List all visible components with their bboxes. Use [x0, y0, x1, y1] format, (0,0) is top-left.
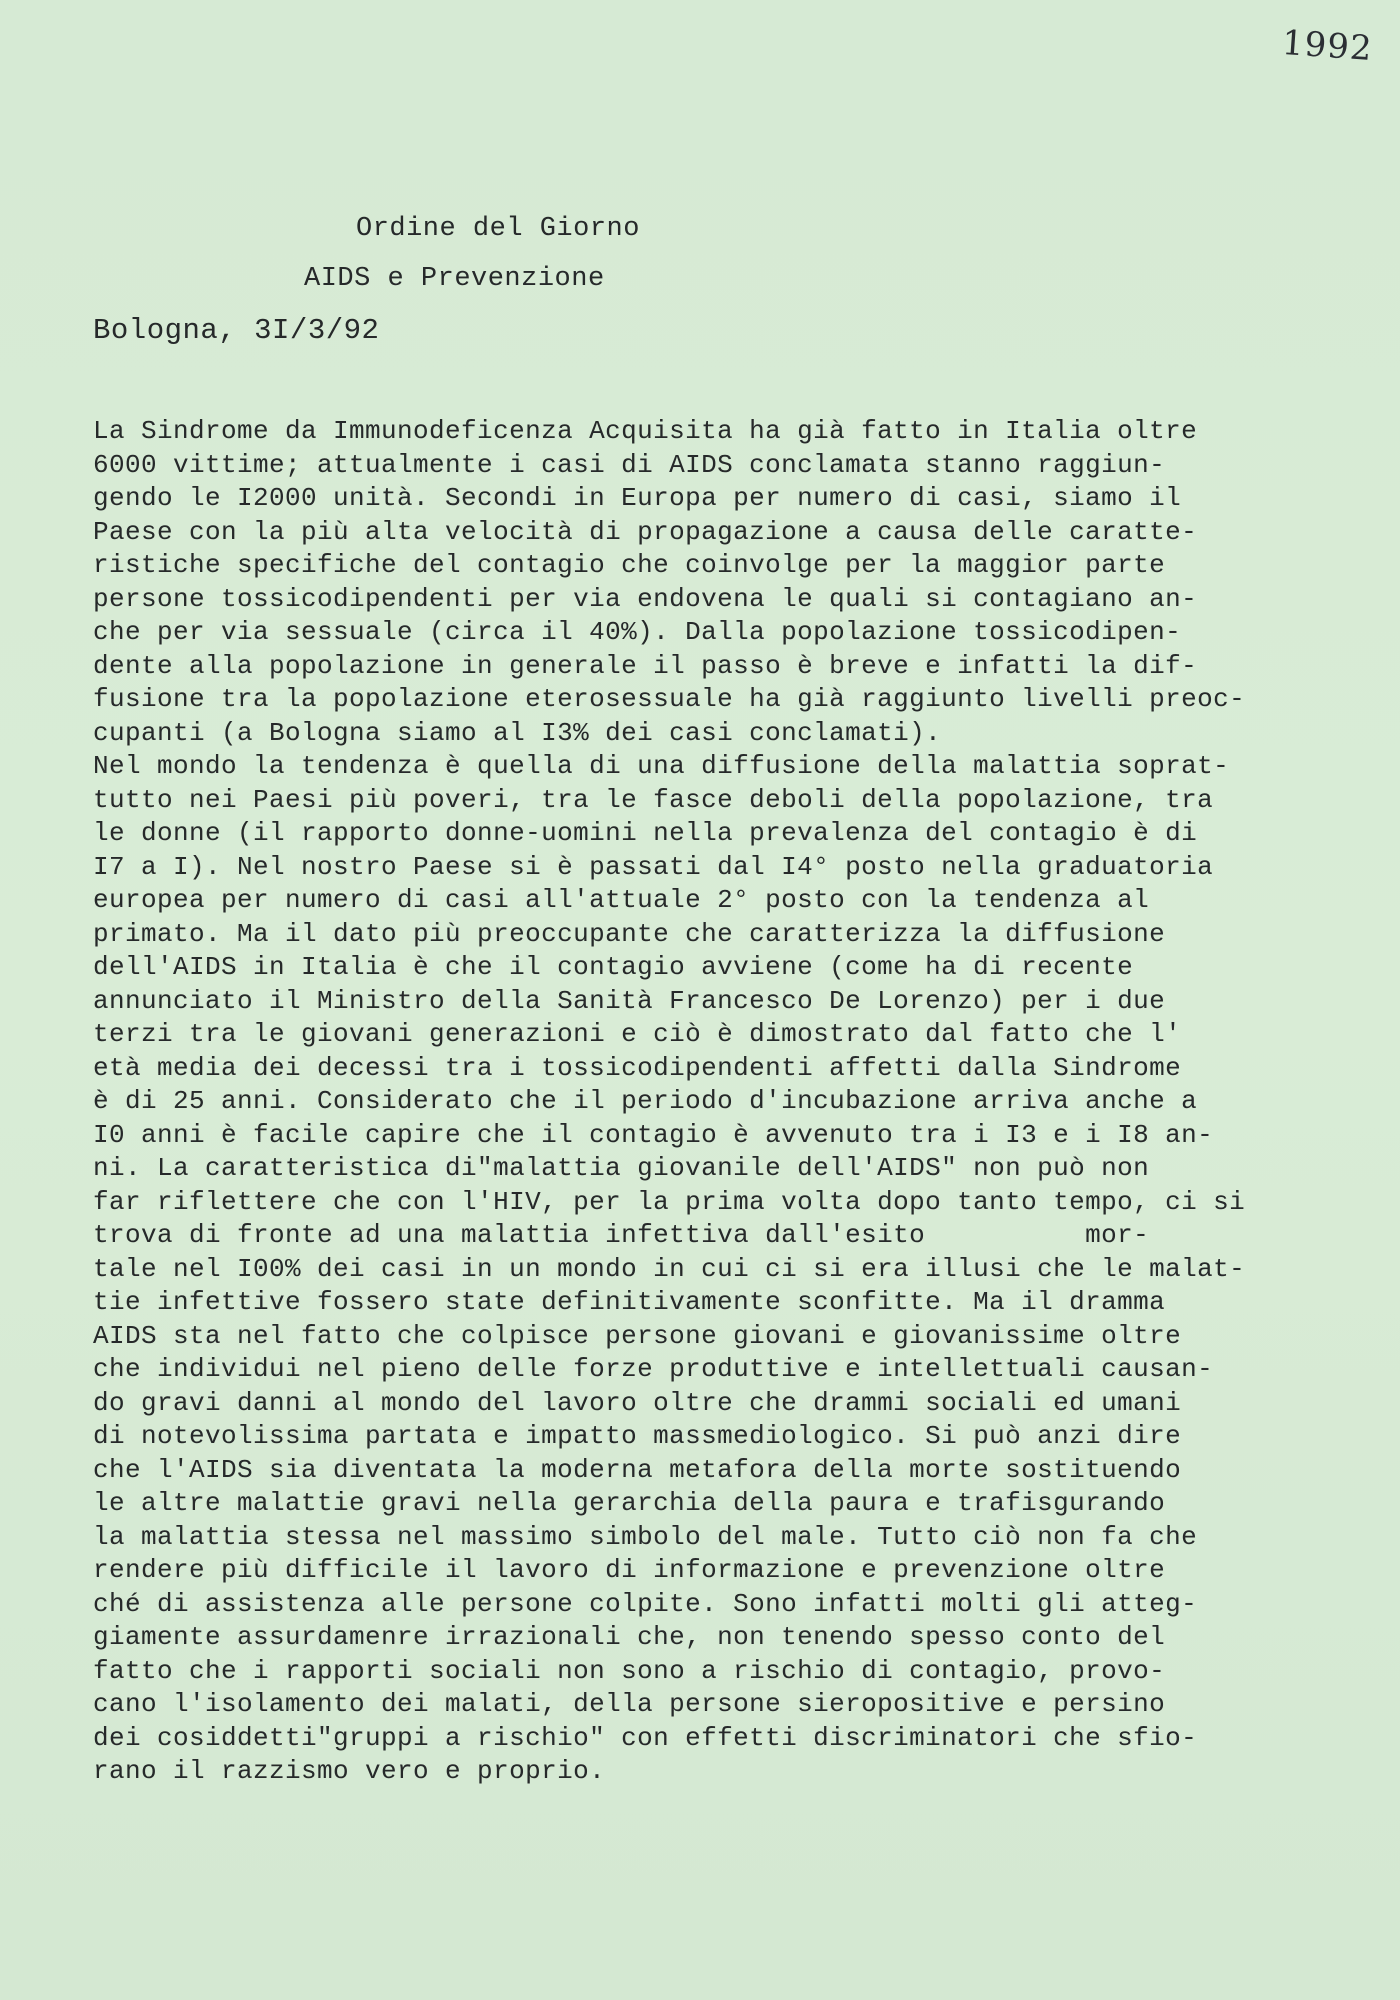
body-text-line: fusione tra la popolazione eterosessuale ha già raggiunto livelli preoc- [93, 684, 1246, 714]
body-text-line: do gravi danni al mondo del lavoro oltre che drammi sociali ed umani [93, 1387, 1182, 1418]
place-and-date: Bologna, 3I/3/92 [93, 314, 380, 347]
body-text-line: che per via sessuale (circa il 40%). Dalla popolazione tossicodipen- [93, 617, 1182, 647]
body-text-line: le altre malattie gravi nella gerarchia della paura e trafisgurando [93, 1488, 1166, 1518]
body-text-line: europea per numero di casi all'attuale 2° posto con la tendenza al [93, 885, 1150, 915]
handwritten-year-annotation: 1992 [1280, 22, 1374, 70]
body-text-line: che individui nel pieno delle forze produttive e intellettuali causan- [93, 1354, 1214, 1384]
document-subtitle: AIDS e Prevenzione [304, 264, 605, 294]
body-text-line: dell'AIDS in Italia è che il contagio avviene (come ha di recente [93, 952, 1134, 982]
body-text-line: di notevolissima partata e impatto massmediologico. Si può anzi dire [93, 1421, 1182, 1451]
body-text-line: la malattia stessa nel massimo simbolo del male. Tutto ciò non fa che [93, 1521, 1198, 1552]
body-text-line: annunciato il Ministro della Sanità Francesco De Lorenzo) per i due [93, 985, 1166, 1016]
body-text-line: cupanti (a Bologna siamo al I3% dei casi conclamati). [93, 717, 942, 748]
body-text-line: primato. Ma il dato più preoccupante che caratterizza la diffusione [93, 918, 1166, 949]
body-text-line: è di 25 anni. Considerato che il periodo d'incubazione arriva anche a [93, 1086, 1198, 1116]
body-text-line: tutto nei Paesi più poveri, tra le fasce deboli della popolazione, tra [93, 784, 1214, 815]
body-text-line: età media dei decessi tra i tossicodipendenti affetti dalla Sindrome [93, 1052, 1182, 1083]
body-text-line: le donne (il rapporto donne-uomini nella prevalenza del contagio è di [93, 818, 1198, 848]
body-text-line: dei cosiddetti"gruppi a rischio" con effetti discriminatori che sfio- [93, 1722, 1198, 1753]
body-text-line: fatto che i rapporti sociali non sono a rischio di contagio, provo- [93, 1655, 1166, 1686]
body-text-line: far riflettere che con l'HIV, per la prima volta dopo tanto tempo, ci si [93, 1186, 1246, 1217]
body-text-line: persone tossicodipendenti per via endovena le quali si contagiano an- [93, 583, 1198, 614]
body-text-line: ristiche specifiche del contagio che coinvolge per la maggior parte [93, 550, 1166, 580]
body-text-line: rendere più difficile il lavoro di informazione e prevenzione oltre [93, 1555, 1166, 1585]
body-text-line: La Sindrome da Immunodeficenza Acquisita ha già fatto in Italia oltre [93, 416, 1198, 446]
body-text-line: rano il razzismo vero e proprio. [93, 1756, 606, 1786]
document-title: Ordine del Giorno [356, 214, 640, 244]
body-text-line: ché di assistenza alle persone colpite. Sono infatti molti gli atteg- [93, 1588, 1198, 1619]
body-text-line: gendo le I2000 unità. Secondi in Europa per numero di casi, siamo il [93, 483, 1182, 513]
body-text-line: 6000 vittime; attualmente i casi di AIDS conclamata stanno raggiun- [93, 449, 1166, 480]
body-text-line: ni. La caratteristica di"malattia giovanile dell'AIDS" non può non [93, 1153, 1150, 1183]
body-text-line: cano l'isolamento dei malati, della persone sieropositive e persino [93, 1689, 1166, 1719]
body-text-line: dente alla popolazione in generale il passo è breve e infatti la dif- [93, 650, 1198, 681]
body-text-line: tie infettive fossero state definitivamente sconfitte. Ma il dramma [93, 1287, 1166, 1317]
body-text-line: I0 anni è facile capire che il contagio è avvenuto tra i I3 e i I8 an- [93, 1119, 1214, 1150]
body-text-line: tale nel I00% dei casi in un mondo in cui ci si era illusi che le malat- [93, 1253, 1246, 1284]
body-text-line: giamente assurdamenre irrazionali che, non tenendo spesso conto del [93, 1622, 1166, 1652]
body-text-line: trova di fronte ad una malattia infettiva dall'esito mor- [93, 1220, 1150, 1250]
body-text-line: Paese con la più alta velocità di propagazione a causa delle caratte- [93, 516, 1198, 547]
body-text-line: I7 a I). Nel nostro Paese si è passati dal I4° posto nella graduatoria [93, 851, 1214, 882]
document-body [93, 415, 1353, 1789]
body-text-line: Nel mondo la tendenza è quella di una diffusione della malattia soprat- [93, 751, 1230, 781]
body-text-line: AIDS sta nel fatto che colpisce persone giovani e giovanissime oltre [93, 1320, 1182, 1351]
body-text-line: che l'AIDS sia diventata la moderna metafora della morte sostituendo [93, 1454, 1182, 1485]
body-text-line: terzi tra le giovani generazioni e ciò è dimostrato dal fatto che l' [93, 1019, 1182, 1049]
